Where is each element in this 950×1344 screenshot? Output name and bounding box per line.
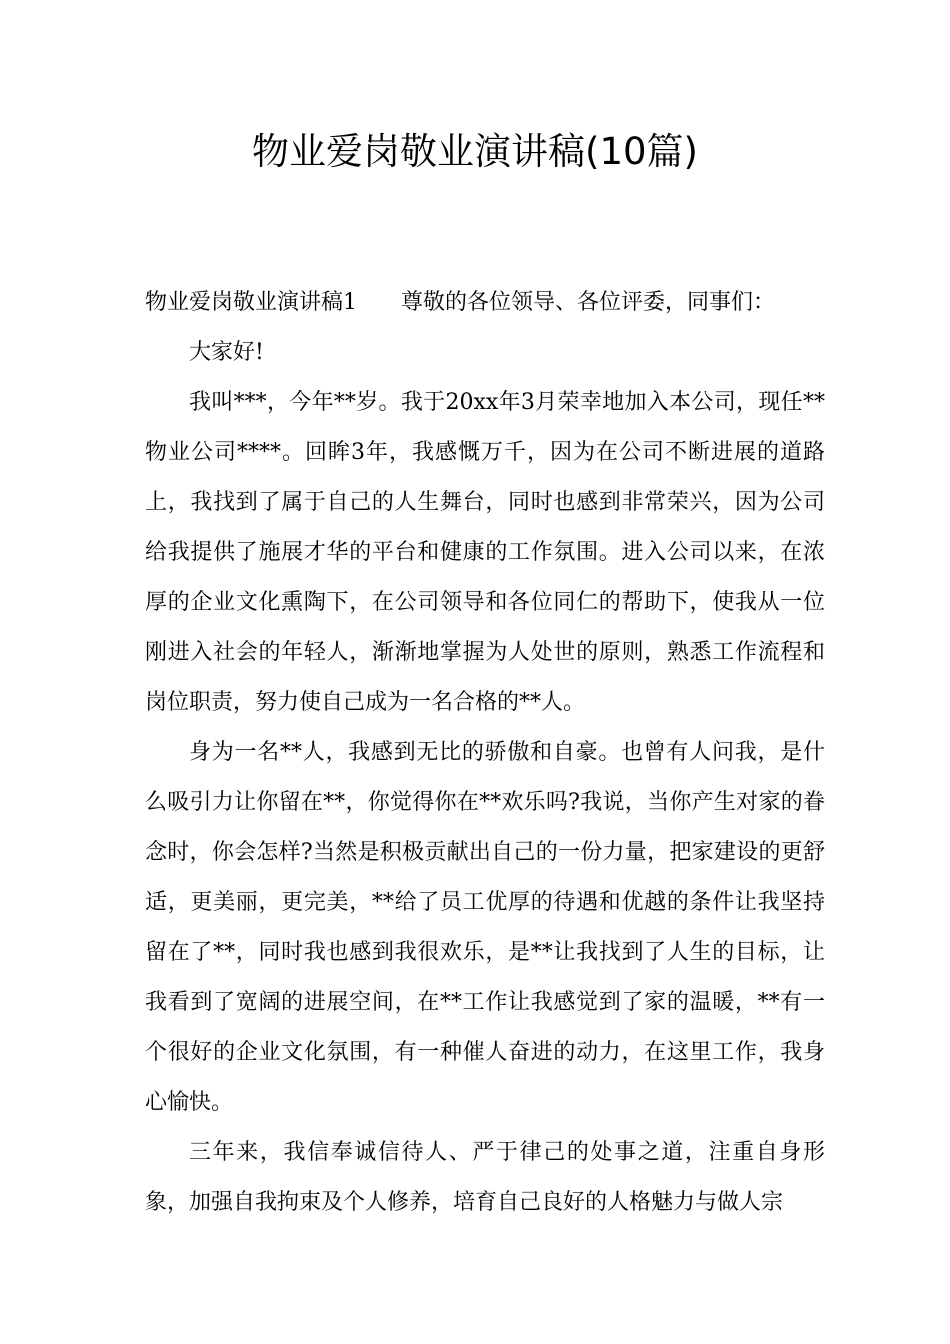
section-heading: 物业爱岗敬业演讲稿1: [145, 290, 357, 315]
paragraph: 三年来，我信奉诚信待人、严于律己的处事之道，注重自身形象，加强自我拘束及个人修养，培育自己良好的人格魅力与做人宗: [145, 1140, 825, 1215]
opening-line: [145, 278, 825, 328]
document-title: 物业爱岗敬业演讲稿(10篇): [252, 130, 698, 173]
paragraph: 我叫***，今年**岁。我于20xx年3月荣幸地加入本公司，现任**物业公司****。回眸3年，我感慨万千，因为在公司不断进展的道路上，我找到了属于自己的人生舞台，同时也感到非常荣兴，因为公司给我提供了施展才华的平台和健康的工作氛围。进入公司以来，在浓厚的企业文化熏陶下，在公司领导和各位同仁的帮助下，使我从一位刚进入社会的年轻人，渐渐地掌握为人处世的原则，熟悉工作流程和岗位职责，努力使自己成为一名合格的**人。: [145, 390, 825, 715]
paragraph: 身为一名**人，我感到无比的骄傲和自豪。也曾有人问我，是什么吸引力让你留在**，你觉得你在**欢乐吗?我说，当你产生对家的眷念时，你会怎样?当然是积极贡献出自己的一份力量，把家建设的更舒适，更美丽，更完美，**给了员工优厚的待遇和优越的条件让我坚持留在了**，同时我也感到我很欢乐，是**让我找到了人生的目标，让我看到了宽阔的进展空间，在**工作让我感觉到了家的温暖，**有一个很好的企业文化氛围，有一种催人奋进的动力，在这里工作，我身心愉快。: [145, 740, 825, 1115]
salutation: 尊敬的各位领导、各位评委，同事们：: [401, 290, 776, 315]
paragraph: 大家好!: [189, 340, 264, 365]
document-body: [145, 278, 825, 1228]
